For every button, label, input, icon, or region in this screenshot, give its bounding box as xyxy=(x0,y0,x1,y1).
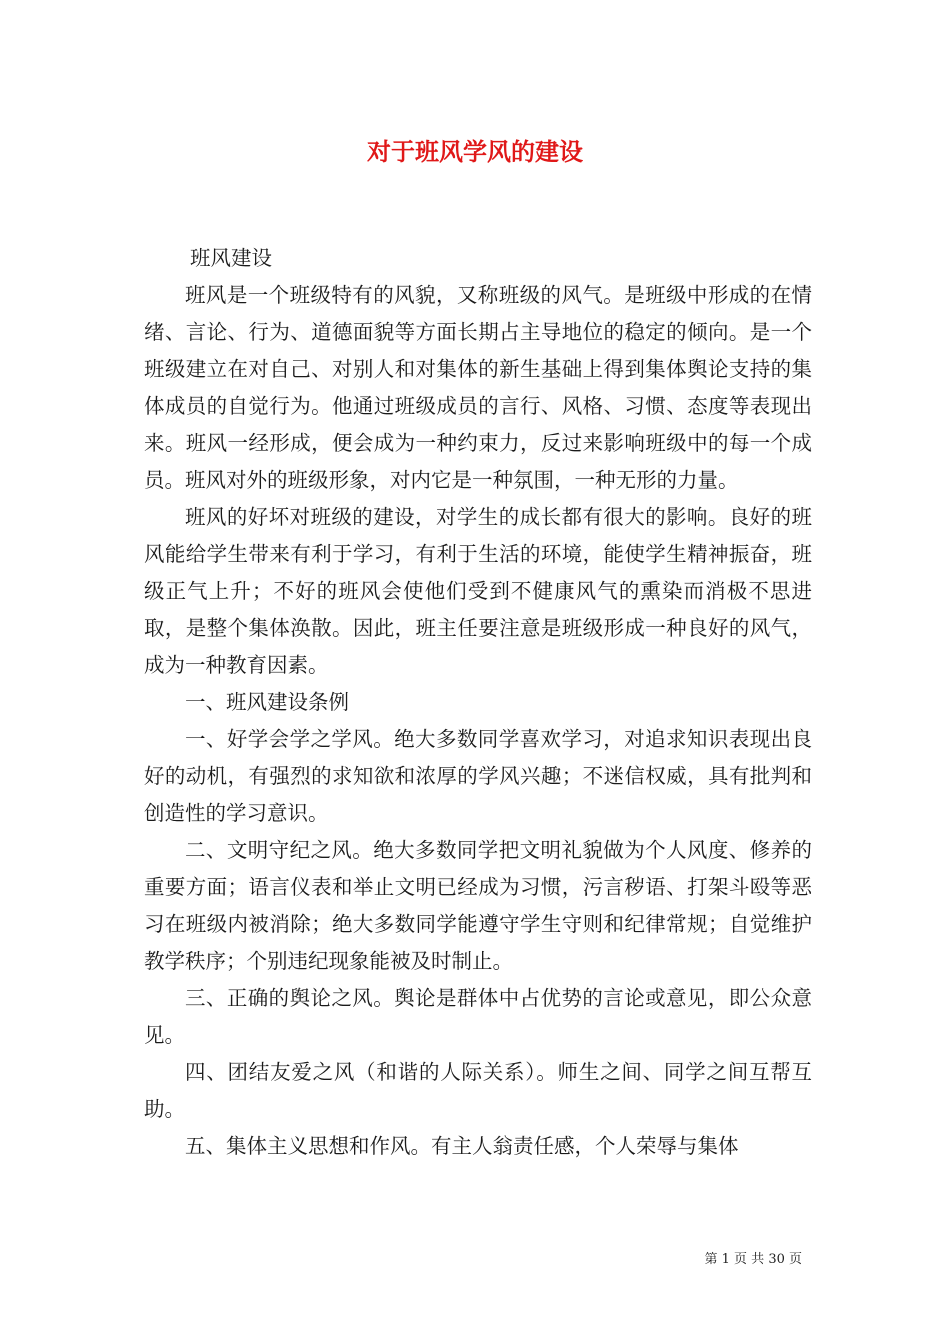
paragraph-8: 五、集体主义思想和作风。有主人翁责任感，个人荣辱与集体 xyxy=(185,1134,739,1158)
document-body xyxy=(144,240,812,1165)
document-title: 对于班风学风的建设 xyxy=(367,137,583,166)
section-heading: 班风建设 xyxy=(190,246,272,270)
paragraph-6: 三、正确的舆论之风。舆论是群体中占优势的言论或意见，即公众意见。 xyxy=(144,986,812,1047)
paragraph-1: 班风是一个班级特有的风貌，又称班级的风气。是班级中形成的在情绪、言论、行为、道德面貌等方面长期占主导地位的稳定的倾向。是一个班级建立在对自己、对别人和对集体的新生基础上得到集体舆论支持的集体成员的自觉行为。他通过班级成员的言行、风格、习惯、态度等表现出来。班风一经形成，便会成为一种约束力，反过来影响班级中的每一个成员。班风对外的班级形象，对内它是一种氛围，一种无形的力量。 xyxy=(144,283,812,492)
paragraph-4: 一、好学会学之学风。绝大多数同学喜欢学习，对追求知识表现出良好的动机，有强烈的求知欲和浓厚的学风兴趣；不迷信权威，具有批判和创造性的学习意识。 xyxy=(144,727,812,825)
paragraph-7: 四、团结友爱之风（和谐的人际关系）。师生之间、同学之间互帮互助。 xyxy=(144,1060,812,1121)
paragraph-5: 二、文明守纪之风。绝大多数同学把文明礼貌做为个人风度、修养的重要方面；语言仪表和举止文明已经成为习惯，污言秽语、打架斗殴等恶习在班级内被消除；绝大多数同学能遵守学生守则和纪律常规；自觉维护教学秩序；个别违纪现象能被及时制止。 xyxy=(144,838,812,973)
paragraph-3: 一、班风建设条例 xyxy=(185,690,349,714)
page-number: 第 1 页 共 30 页 xyxy=(704,1252,802,1267)
paragraph-2: 班风的好坏对班级的建设，对学生的成长都有很大的影响。良好的班风能给学生带来有利于学习，有利于生活的环境，能使学生精神振奋，班级正气上升；不好的班风会使他们受到不健康风气的熏染而消极不思进取，是整个集体涣散。因此，班主任要注意是班级形成一种良好的风气，成为一种教育因素。 xyxy=(144,505,812,677)
